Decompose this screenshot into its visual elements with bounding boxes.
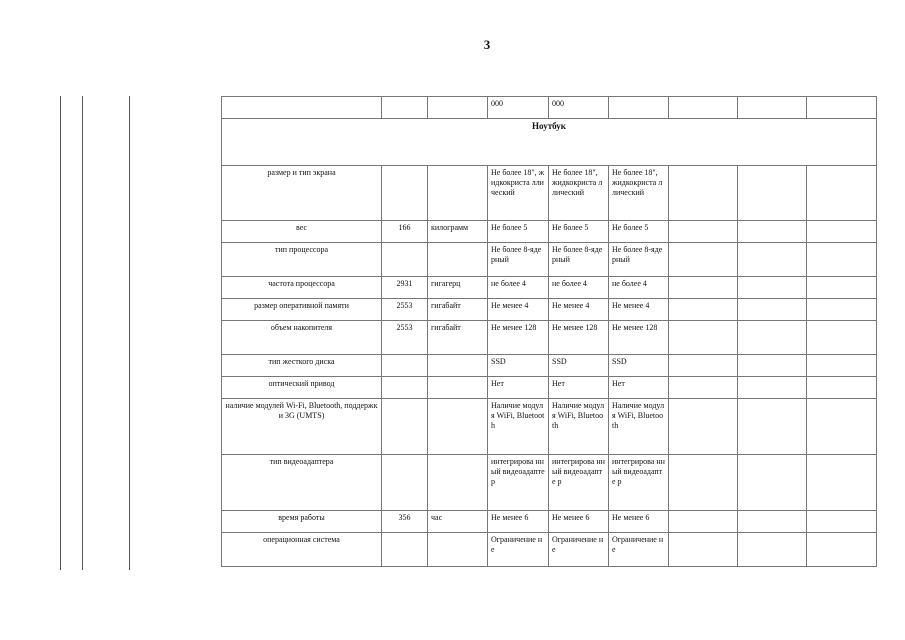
empty-cell [807,221,877,243]
value-cell: Наличие модуля WiFi, Bluetooth [609,399,669,455]
table-row [222,277,877,299]
value-cell: Нет [609,377,669,399]
section-title: Ноутбук [222,119,877,166]
value-cell: Не менее 128 [549,321,609,355]
unit-name [428,166,488,221]
value-cell: Наличие модуля WiFi, Bluetooth [488,399,549,455]
empty-cell [669,321,738,355]
unit-code: 2931 [382,277,428,299]
empty-cell [738,321,807,355]
table-row [222,355,877,377]
margin-line [82,96,83,570]
value-cell: Не более 18", жидкокриста ллический [488,166,549,221]
empty-cell [807,399,877,455]
unit-code [382,399,428,455]
empty-cell [669,377,738,399]
empty-cell [807,166,877,221]
unit-name [428,377,488,399]
table-row [222,221,877,243]
value-cell: Нет [488,377,549,399]
value-cell: не более 4 [488,277,549,299]
unit-code: 356 [382,511,428,533]
unit-name: час [428,511,488,533]
value-cell: Не менее 6 [488,511,549,533]
unit-name: гигагерц [428,277,488,299]
value-cell: SSD [549,355,609,377]
empty-cell [738,377,807,399]
value-cell: интегрирова нный видеоадапте р [609,455,669,511]
characteristic-name: время работы [222,511,382,533]
characteristic-name: объем накопителя [222,321,382,355]
empty-cell [669,277,738,299]
unit-code [382,455,428,511]
unit-code [382,533,428,567]
characteristic-name: тип видеоадаптера [222,455,382,511]
value-cell: Не более 18", жидкокриста ллический [609,166,669,221]
header-cell [609,97,669,119]
table-row [222,399,877,455]
empty-cell [669,399,738,455]
table-row [222,299,877,321]
table-row [222,321,877,355]
empty-cell [738,355,807,377]
page-number: 3 [483,37,491,52]
characteristic-name: тип процессора [222,243,382,277]
empty-cell [738,399,807,455]
unit-code: 166 [382,221,428,243]
table-row [222,533,877,567]
section-row [222,119,877,166]
unit-code: 2553 [382,299,428,321]
characteristic-name: наличие модулей Wi-Fi, Bluetooth, поддержки 3G (UMTS) [222,399,382,455]
empty-cell [807,377,877,399]
table-row [222,455,877,511]
unit-name [428,399,488,455]
empty-cell [738,511,807,533]
empty-cell [669,533,738,567]
characteristic-name: операционная система [222,533,382,567]
value-cell: Ограничение не [549,533,609,567]
empty-cell [807,277,877,299]
empty-cell [807,511,877,533]
table-header-row [222,97,877,119]
empty-cell [807,321,877,355]
empty-cell [669,221,738,243]
unit-code [382,355,428,377]
value-cell: Не более 5 [549,221,609,243]
header-cell: 000 [488,97,549,119]
unit-code [382,243,428,277]
table-row [222,243,877,277]
value-cell: не более 4 [609,277,669,299]
header-cell [222,97,382,119]
characteristic-name: размер и тип экрана [222,166,382,221]
header-cell [669,97,738,119]
value-cell: не более 4 [549,277,609,299]
empty-cell [669,355,738,377]
unit-code [382,377,428,399]
empty-cell [738,455,807,511]
value-cell: Не более 18", жидкокриста ллический [549,166,609,221]
characteristic-name: размер оперативной памяти [222,299,382,321]
value-cell: Не менее 4 [609,299,669,321]
empty-cell [807,455,877,511]
spec-table [221,96,877,567]
value-cell: Не менее 4 [488,299,549,321]
empty-cell [738,166,807,221]
value-cell: Не менее 4 [549,299,609,321]
value-cell: Не менее 128 [488,321,549,355]
unit-name [428,455,488,511]
value-cell: интегрирова нный видеоадапте р [549,455,609,511]
empty-cell [738,277,807,299]
empty-cell [807,533,877,567]
value-cell: Не менее 6 [549,511,609,533]
empty-cell [738,299,807,321]
value-cell: Ограничение не [488,533,549,567]
empty-cell [669,243,738,277]
value-cell: Не менее 6 [609,511,669,533]
empty-cell [807,299,877,321]
value-cell: Не более 8-ядерный [549,243,609,277]
value-cell: SSD [488,355,549,377]
characteristic-name: частота процессора [222,277,382,299]
characteristic-name: тип жесткого диска [222,355,382,377]
characteristic-name: оптический привод [222,377,382,399]
empty-cell [669,511,738,533]
value-cell: Наличие модуля WiFi, Bluetooth [549,399,609,455]
empty-cell [669,299,738,321]
header-cell [738,97,807,119]
table-row [222,166,877,221]
spec-table-body [222,97,877,567]
margin-line [60,96,61,570]
value-cell: Не более 8-ядерный [488,243,549,277]
margin-line [129,96,130,570]
empty-cell [669,166,738,221]
empty-cell [807,355,877,377]
unit-name: килограмм [428,221,488,243]
empty-cell [738,533,807,567]
unit-name [428,533,488,567]
empty-cell [669,455,738,511]
value-cell: интегрирова нный видеоадапте р [488,455,549,511]
header-cell [382,97,428,119]
table-row [222,511,877,533]
table-row [222,377,877,399]
unit-code: 2553 [382,321,428,355]
header-cell [807,97,877,119]
empty-cell [807,243,877,277]
unit-name [428,243,488,277]
value-cell: Не менее 128 [609,321,669,355]
value-cell: Ограничение не [609,533,669,567]
value-cell: Не более 5 [609,221,669,243]
unit-name: гигабайт [428,299,488,321]
value-cell: Не более 5 [488,221,549,243]
value-cell: SSD [609,355,669,377]
unit-name: гигабайт [428,321,488,355]
characteristic-name: вес [222,221,382,243]
header-cell [428,97,488,119]
unit-code [382,166,428,221]
header-cell: 000 [549,97,609,119]
unit-name [428,355,488,377]
empty-cell [738,243,807,277]
value-cell: Нет [549,377,609,399]
value-cell: Не более 8-ядерный [609,243,669,277]
empty-cell [738,221,807,243]
